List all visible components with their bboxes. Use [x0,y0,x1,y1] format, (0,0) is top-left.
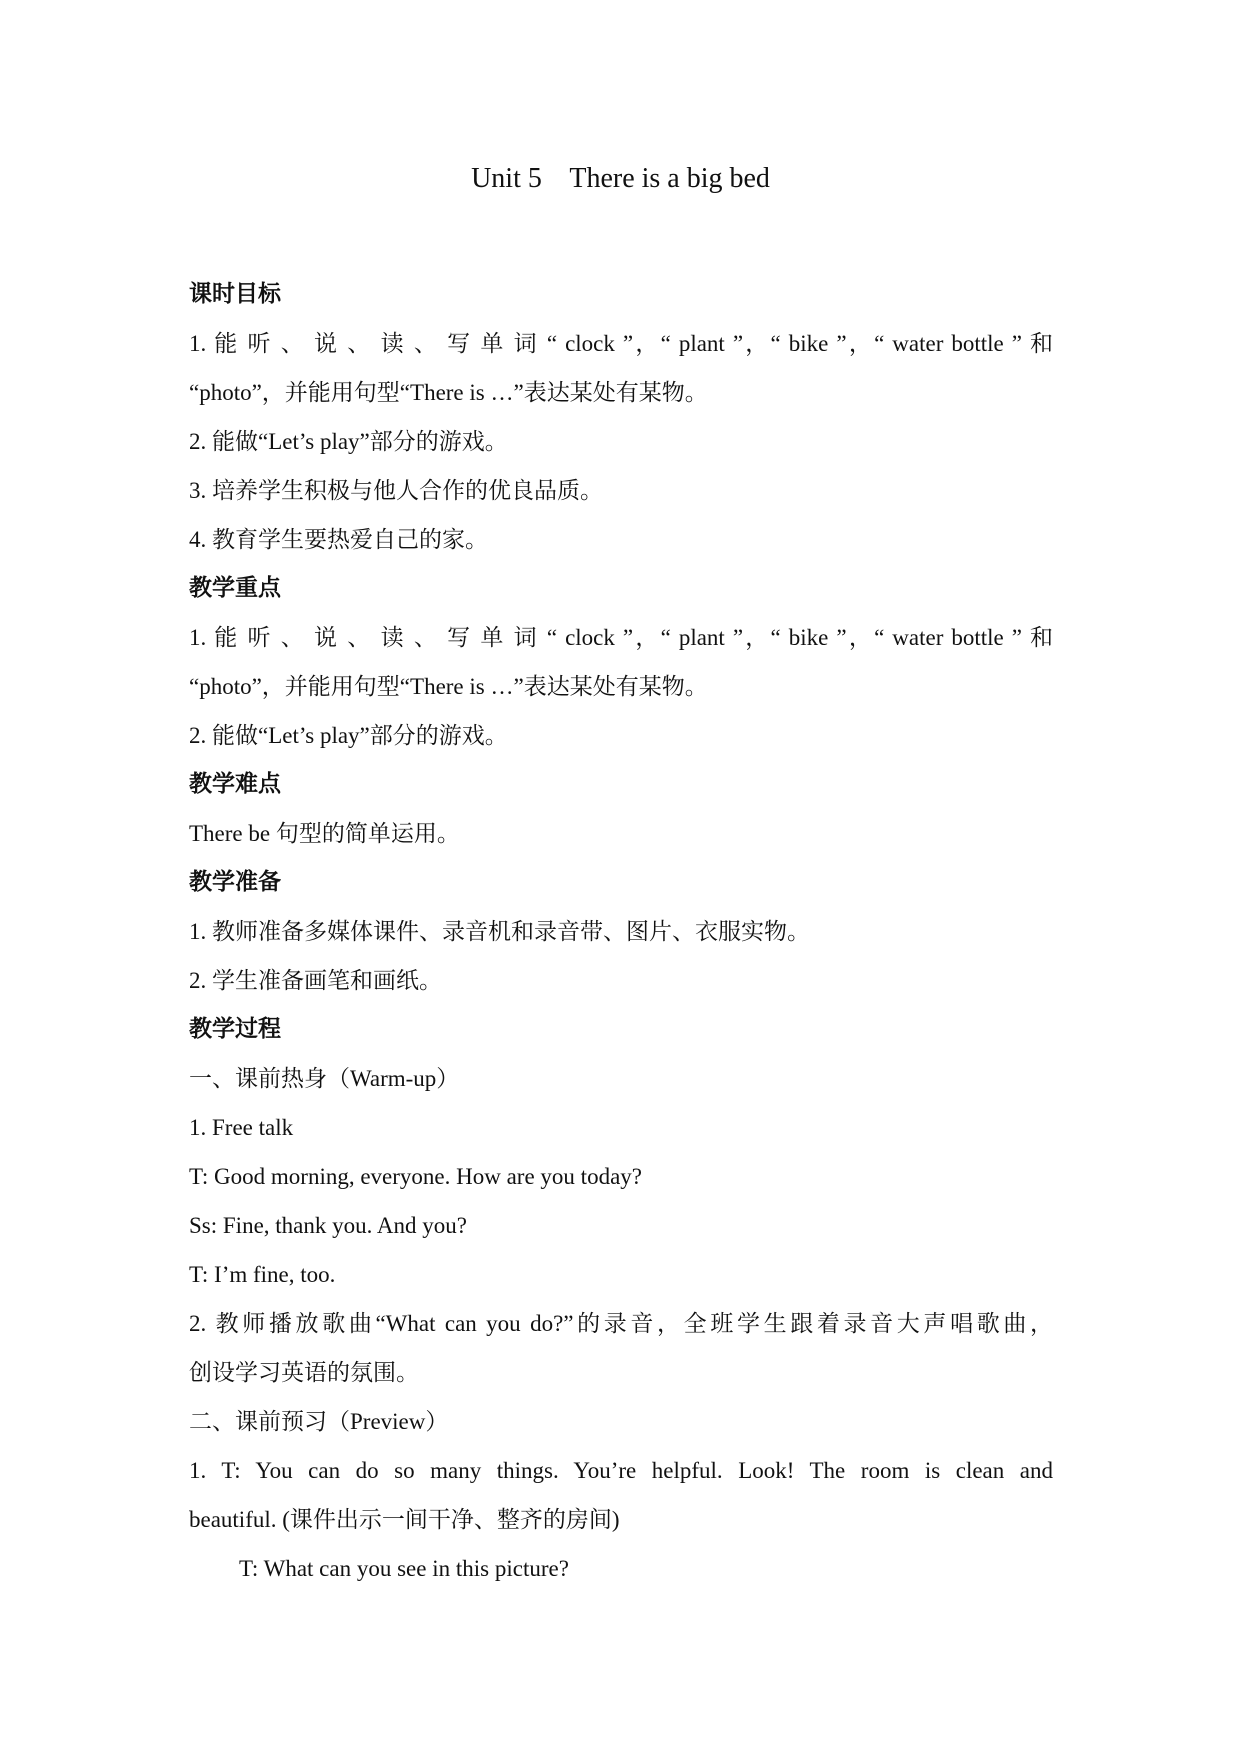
subsection-heading-warm-up: 一、课前热身（Warm-up） [189,1066,460,1091]
dialogue-line: T: Good morning, everyone. How are you today? [189,1164,642,1189]
dialogue-line: T: What can you see in this picture? [239,1556,569,1581]
section-heading-objectives: 课时目标 [189,281,281,307]
dialogue-line: Ss: Fine, thank you. And you? [189,1213,467,1238]
paragraph-line: There be 句型的简单运用。 [189,821,460,846]
document-title: Unit 5 There is a big bed [471,163,770,194]
paragraph-line: 1. 能 听 、 说 、 读 、 写 单 词 “ clock ”，“ plant ”，“ bike ”，“ water bottle ” 和 [189,625,1053,650]
section-heading-key-points: 教学重点 [189,575,281,601]
paragraph-line: 创设学习英语的氛围。 [189,1360,419,1385]
paragraph-line: 1. T: You can do so many things. You’re helpful. Look! The room is clean and [189,1458,1053,1483]
paragraph-line: 2. 教师播放歌曲“What can you do?”的录音，全班学生跟着录音大声唱歌曲， [189,1311,1053,1336]
section-heading-preparation: 教学准备 [189,869,281,895]
subsection-heading-preview: 二、课前预习（Preview） [189,1409,449,1434]
paragraph-line: “photo”，并能用句型“There is …”表达某处有某物。 [189,674,708,699]
paragraph-line: 3. 培养学生积极与他人合作的优良品质。 [189,478,603,503]
section-heading-procedure: 教学过程 [189,1016,281,1042]
paragraph-line: 1. Free talk [189,1115,294,1140]
section-heading-difficulties: 教学难点 [189,771,281,797]
paragraph-line: 1. 教师准备多媒体课件、录音机和录音带、图片、衣服实物。 [189,919,810,944]
paragraph-line: 2. 学生准备画笔和画纸。 [189,968,442,993]
paragraph-line: “photo”，并能用句型“There is …”表达某处有某物。 [189,380,708,405]
paragraph-line: 2. 能做“Let’s play”部分的游戏。 [189,723,508,748]
document-body [189,270,1053,1593]
paragraph-line: 2. 能做“Let’s play”部分的游戏。 [189,429,508,454]
paragraph-line: beautiful. (课件出示一间干净、整齐的房间) [189,1507,620,1532]
paragraph-line: 4. 教育学生要热爱自己的家。 [189,527,488,552]
paragraph-line: 1. 能 听 、 说 、 读 、 写 单 词 “ clock ”，“ plant ”，“ bike ”，“ water bottle ” 和 [189,331,1053,356]
dialogue-line: T: I’m fine, too. [189,1262,336,1287]
